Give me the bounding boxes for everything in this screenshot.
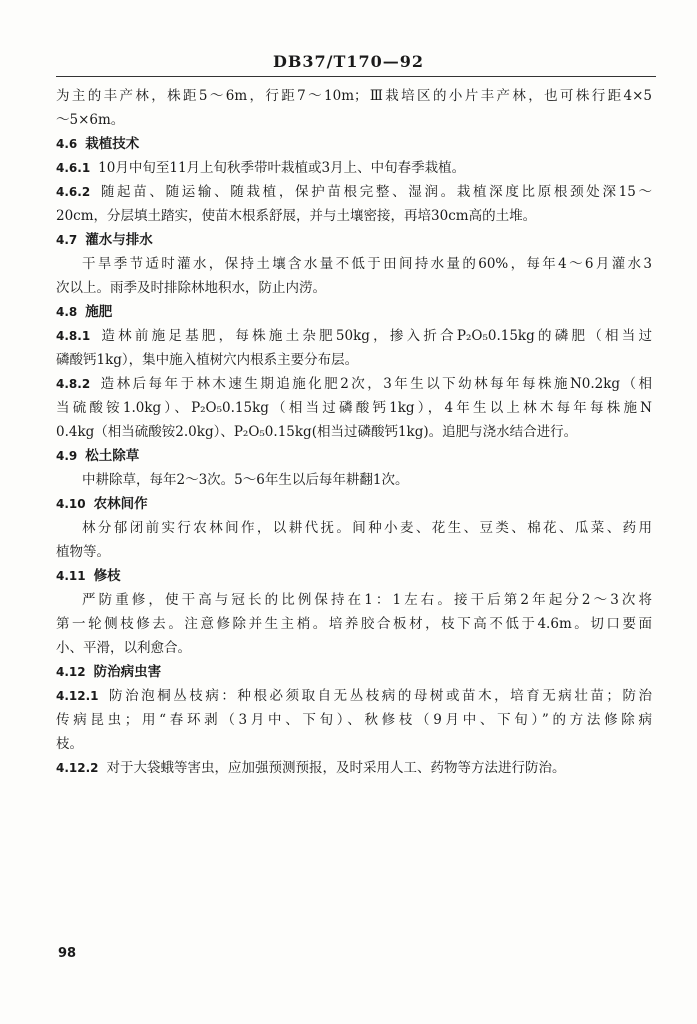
paragraph-text: 小、平滑，以利愈合。	[56, 640, 191, 656]
clause-number: 4.6.2	[56, 185, 91, 199]
clause-4-12-2	[56, 756, 652, 780]
clause-text: 20cm，分层填土踏实，使苗木根系舒展，并与土壤密接，再培30cm高的土堆。	[56, 208, 537, 224]
section-number: 4.8	[56, 305, 78, 319]
clause-4-12-1	[56, 684, 652, 708]
section-heading-4-8	[56, 300, 652, 324]
clause-text: 枝。	[56, 736, 83, 752]
section-title: 施肥	[85, 304, 113, 320]
paragraph-text: 严防重修，使干高与冠长的比例保持在1：1左右。接干后第2年起分2～3次将	[82, 592, 652, 608]
clause-text: 传病昆虫；用“春环剥（3月中、下旬）、秋修枝（9月中、下旬）”的方法修除病	[56, 712, 652, 728]
paragraph-text: 植物等。	[56, 544, 110, 560]
clause-text: 当硫酸铵1.0kg）、P₂O₅0.15kg（相当过磷酸钙1kg），4年生以上林木每年每株施N	[56, 400, 652, 416]
clause-text: 造林后每年于林木速生期追施化肥2次，3年生以下幼林每年每株施N0.2kg（相	[98, 376, 652, 392]
section-title: 松土除草	[85, 448, 140, 464]
paragraph-text: 中耕除草，每年2～3次。5～6年生以后每年耕翻1次。	[82, 472, 409, 488]
paragraph-text: 林分郁闭前实行农林间作，以耕代抚。间种小麦、花生、豆类、棉花、瓜菜、药用	[82, 520, 652, 536]
paragraph-text: 第一轮侧枝修去。注意修除并生主梢。培养胶合板材，枝下高不低于4.6m。切口要面	[56, 616, 652, 632]
document-header: DB37/T170—92	[272, 52, 425, 71]
clause-4-8-2	[56, 372, 652, 396]
clause-4-6-1	[56, 156, 652, 180]
clause-text: 随起苗、随运输、随栽植，保护苗根完整、湿润。栽植深度比原根颈处深15～	[98, 184, 652, 200]
section-title: 栽植技术	[85, 136, 140, 152]
section-number: 4.7	[56, 233, 78, 247]
section-title: 防治病虫害	[93, 664, 162, 680]
clause-text: 磷酸钙1kg），集中施入植树穴内根系主要分布层。	[56, 352, 359, 368]
section-heading-4-12	[56, 660, 652, 684]
section-number: 4.9	[56, 449, 78, 463]
clause-number: 4.12.1	[56, 689, 99, 703]
section-number: 4.11	[56, 569, 86, 583]
clause-text: 对于大袋蛾等害虫，应加强预测预报，及时采用人工、药物等方法进行防治。	[106, 760, 566, 776]
intro-line: 为主的丰产林，株距5～6m，行距7～10m；Ⅲ栽培区的小片丰产林，也可株行距4×5	[56, 88, 652, 104]
paragraph-text: 干旱季节适时灌水，保持土壤含水量不低于田间持水量的60%，每年4～6月灌水3	[82, 256, 652, 272]
page-number: 98	[58, 946, 77, 961]
section-number: 4.6	[56, 137, 78, 151]
clause-number: 4.12.2	[56, 761, 99, 775]
clause-4-8-1	[56, 324, 652, 348]
document-body	[56, 84, 652, 780]
section-heading-4-11	[56, 564, 652, 588]
clause-text: 10月中旬至11月上旬秋季带叶栽植或3月上、中旬春季栽植。	[98, 160, 466, 176]
section-number: 4.12	[56, 665, 86, 679]
clause-number: 4.8.1	[56, 329, 91, 343]
clause-4-6-2	[56, 180, 652, 204]
section-heading-4-10	[56, 492, 652, 516]
section-title: 修枝	[93, 568, 121, 584]
clause-text: 0.4kg（相当硫酸铵2.0kg）、P₂O₅0.15kg(相当过磷酸钙1kg)。追肥与浇水结合进行。	[56, 424, 578, 440]
section-title: 灌水与排水	[85, 232, 153, 248]
clause-text: 造林前施足基肥，每株施土杂肥50kg，掺入折合P₂O₅0.15kg的磷肥（相当过	[98, 328, 652, 344]
paragraph-text: 次以上。雨季及时排除林地积水，防止内涝。	[56, 280, 326, 296]
section-number: 4.10	[56, 497, 86, 511]
section-heading-4-6	[56, 132, 652, 156]
section-heading-4-7	[56, 228, 652, 252]
clause-text: 防治泡桐丛枝病：种根必须取自无丛枝病的母树或苗木，培育无病壮苗；防治	[106, 688, 652, 704]
section-title: 农林间作	[93, 496, 148, 512]
clause-number: 4.8.2	[56, 377, 91, 391]
header-rule	[56, 76, 656, 77]
intro-line: ～5×6m。	[56, 112, 125, 128]
clause-number: 4.6.1	[56, 161, 91, 175]
section-heading-4-9	[56, 444, 652, 468]
